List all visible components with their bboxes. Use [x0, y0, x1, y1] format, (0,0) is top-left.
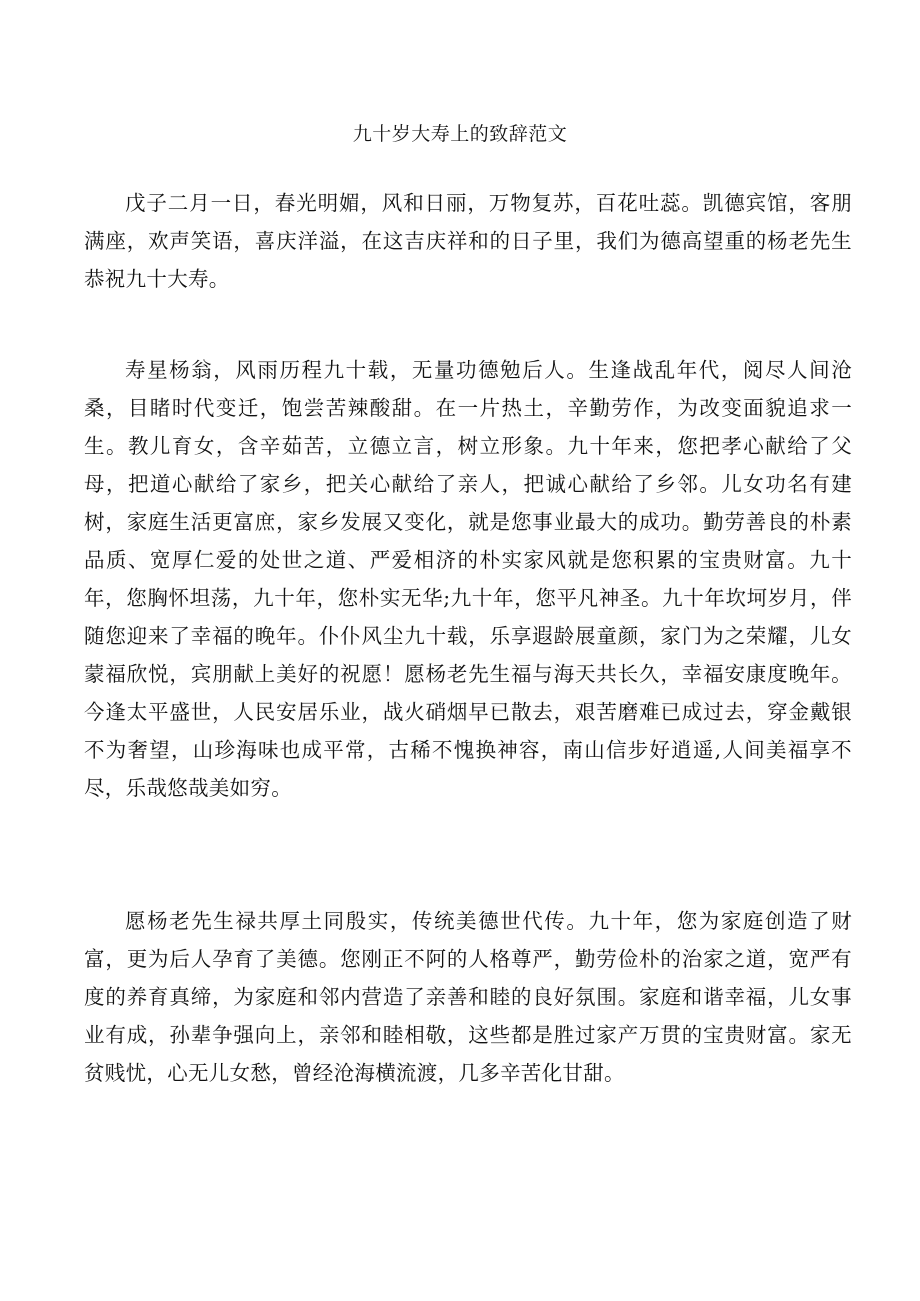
document-title: 九十岁大寿上的致辞范文 [352, 123, 568, 145]
paragraph-2: 寿星杨翁，风雨历程九十载，无量功德勉后人。生逢战乱年代，阅尽人间沧桑，目睹时代变迁，饱尝苦辣酸甜。在一片热土，辛勤劳作，为改变面貌追求一生。教儿育女，含辛茹苦，立德立言，树立形象。九十年来，您把孝心献给了父母，把道心献给了家乡，把关心献给了亲人，把诚心献给了乡邻。儿女功名有建树，家庭生活更富庶，家乡发展又变化，就是您事业最大的成功。勤劳善良的朴素品质、宽厚仁爱的处世之道、严爱相济的朴实家风就是您积累的宝贵财富。九十年，您胸怀坦荡，九十年，您朴实无华;九十年，您平凡神圣。九十年坎坷岁月，伴随您迎来了幸福的晚年。仆仆风尘九十载，乐享遐龄展童颜，家门为之荣耀，儿女蒙福欣悦，宾朋献上美好的祝愿！愿杨老先生福与海天共长久，幸福安康度晚年。今逢太平盛世，人民安居乐业，战火硝烟早已散去，艰苦磨难已成过去，穿金戴银不为奢望，山珍海味也成平常，古稀不愧换神容，南山信步好逍遥,人间美福享不尽，乐哉悠哉美如穷。 [84, 358, 852, 800]
paragraph-1: 戊子二月一日，春光明媚，风和日丽，万物复苏，百花吐蕊。凯德宾馆，客朋满座，欢声笑语，喜庆洋溢，在这吉庆祥和的日子里，我们为德高望重的杨老先生恭祝九十大寿。 [84, 191, 852, 291]
paragraph-3: 愿杨老先生禄共厚土同殷实，传统美德世代传。九十年，您为家庭创造了财富，更为后人孕育了美德。您刚正不阿的人格尊严，勤劳俭朴的治家之道，宽严有度的养育真缔，为家庭和邻内营造了亲善和睦的良好氛围。家庭和谐幸福，儿女事业有成，孙辈争强向上，亲邻和睦相敬，这些都是胜过家产万贯的宝贵财富。家无贫贱忧，心无儿女愁，曾经沧海横流渡，几多辛苦化甘甜。 [84, 909, 852, 1085]
